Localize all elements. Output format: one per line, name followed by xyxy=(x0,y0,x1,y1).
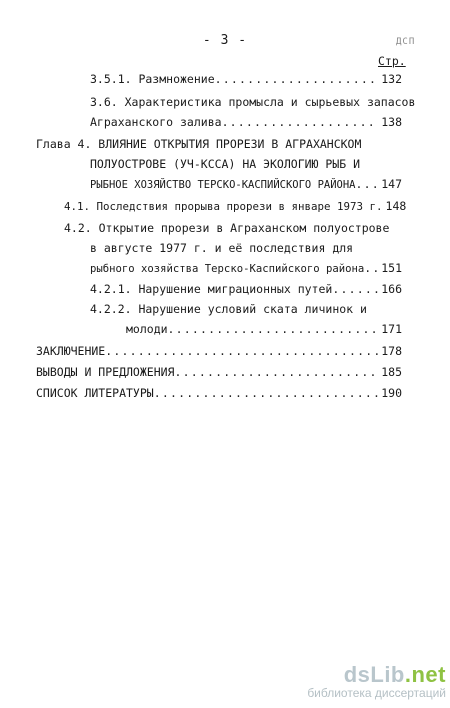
leader-dots xyxy=(356,177,379,191)
dslib-watermark xyxy=(266,662,446,700)
leader-dots xyxy=(174,365,378,379)
leader-dots xyxy=(154,386,379,400)
toc-entry-4-2-2-line1: 4.2.2. Нарушение условий ската личинок и xyxy=(90,302,367,316)
toc-entry-4-2 xyxy=(90,261,402,276)
toc-findings xyxy=(36,365,402,379)
toc-entry-4-2-1 xyxy=(90,282,402,296)
toc-entry-page: 185 xyxy=(381,365,402,379)
toc-entry-4-2-line1: 4.2. Открытие прорези в Аграханском полуострове xyxy=(64,221,390,235)
toc-entry-page: 166 xyxy=(381,282,402,296)
leader-dots xyxy=(364,261,378,275)
toc-conclusion xyxy=(36,344,402,358)
toc-entry-3-6 xyxy=(90,115,402,129)
toc-entry-4-2-line2: в августе 1977 г. и её последствия для xyxy=(90,241,354,255)
toc-entry-4-1 xyxy=(64,199,407,214)
watermark-brand-suffix: .net xyxy=(404,662,446,687)
toc-entry-title: 4.2.1. Нарушение миграционных путей xyxy=(90,282,333,296)
toc-entry-page: 190 xyxy=(381,386,402,400)
toc-entry-page: 138 xyxy=(381,115,402,129)
toc-entry-title: СПИСОК ЛИТЕРАТУРЫ xyxy=(36,386,154,400)
toc-entry-page: 178 xyxy=(381,344,402,358)
watermark-brand-name: dsLib xyxy=(343,662,405,687)
toc-entry-page: 132 xyxy=(381,72,402,86)
toc-references xyxy=(36,386,402,400)
toc-entry-3-6-line1: 3.6. Характеристика промысла и сырьевых запасов xyxy=(90,95,416,109)
watermark-brand xyxy=(266,662,446,688)
toc-entry-page: 151 xyxy=(381,261,402,275)
watermark-subtitle: библиотека диссертаций xyxy=(307,686,446,700)
leader-dots xyxy=(222,115,379,129)
toc-chapter-4 xyxy=(90,177,402,192)
toc-entry-title: ВЫВОДЫ И ПРЕДЛОЖЕНИЯ xyxy=(36,365,175,379)
toc-entry-title: Аграханского залива xyxy=(90,115,222,129)
leader-dots xyxy=(332,282,378,296)
leader-dots xyxy=(168,322,379,336)
toc-entry-page: 171 xyxy=(381,322,402,336)
toc-entry-title: молоди xyxy=(126,322,168,336)
toc-chapter-4-line2: ПОЛУОСТРОВЕ (УЧ-КССА) НА ЭКОЛОГИЮ РЫБ И xyxy=(90,157,361,171)
corner-mark: ДСП xyxy=(396,37,416,47)
toc-entry-page: 148 xyxy=(385,199,407,213)
toc-entry-4-2-2 xyxy=(126,322,402,336)
page-number: - 3 - xyxy=(202,33,248,48)
toc-entry-3-5-1 xyxy=(90,72,402,86)
toc-entry-title: 3.5.1. Размножение xyxy=(90,72,215,86)
leader-dots xyxy=(215,72,379,86)
pages-column-label: Стр. xyxy=(378,54,406,68)
toc-entry-page: 147 xyxy=(381,177,402,191)
toc-entry-title: 4.1. Последствия прорыва прорези в январе 1973 г. xyxy=(64,200,383,213)
toc-entry-title: ЗАКЛЮЧЕНИЕ xyxy=(36,344,106,358)
toc-chapter-4-line1: Глава 4. ВЛИЯНИЕ ОТКРЫТИЯ ПРОРЕЗИ В АГРАХАНСКОМ xyxy=(36,137,362,151)
toc-entry-title: рыбного хозяйства Терско-Каспийского района xyxy=(90,263,365,275)
toc-entry-title: РЫБНОЕ ХОЗЯЙСТВО ТЕРСКО-КАСПИЙСКОГО РАЙОНА xyxy=(90,179,356,191)
leader-dots xyxy=(105,344,378,358)
